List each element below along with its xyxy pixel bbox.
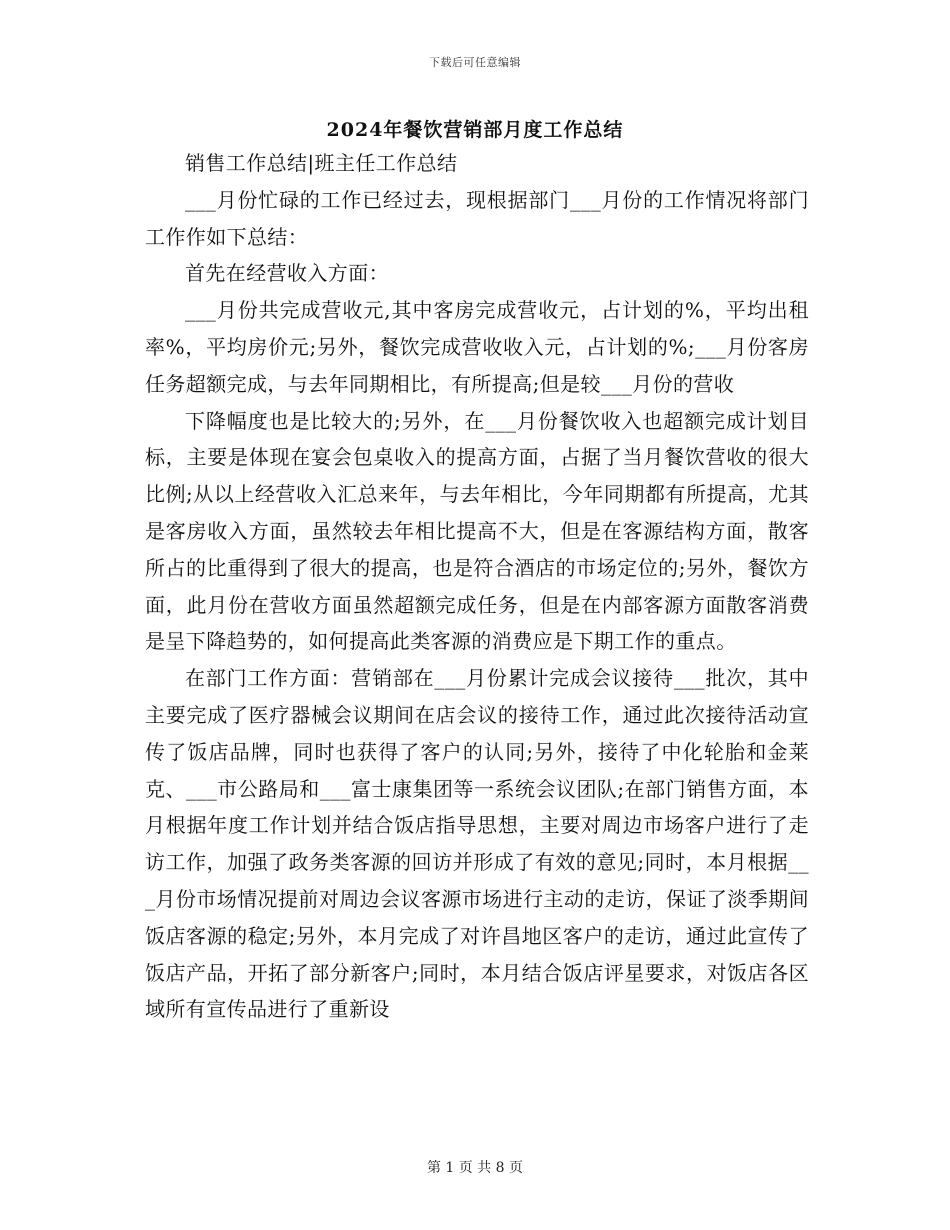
page-number: 第 1 页 共 8 页 bbox=[426, 1160, 524, 1176]
paragraph-intro: ___月份忙碌的工作已经过去，现根据部门___月份的工作情况将部门工作作如下总结： bbox=[145, 187, 809, 249]
paragraph-revenue-figures: ___月份共完成营收元,其中客房完成营收元，占计划的%，平均出租率%，平均房价元;另外，餐饮完成营收收入元，占计划的%;___月份客房任务超额完成，与去年同期相比，有所提高;但是较___月份的营收 bbox=[145, 298, 809, 396]
paragraph-subtitle: 销售工作总结|班主任工作总结 bbox=[185, 151, 458, 175]
document-title: 2024年餐饮营销部月度工作总结 bbox=[326, 119, 624, 141]
page-header-note: 下载后可任意编辑 bbox=[429, 56, 521, 69]
paragraph-revenue-analysis: 下降幅度也是比较大的;另外，在___月份餐饮收入也超额完成计划目标，主要是体现在宴会包桌收入的提高方面，占据了当月餐饮营收的很大比例;从以上经营收入汇总来年，与去年相比，今年同期都有所提高，尤其是客房收入方面，虽然较去年相比提高不大，但是在客源结构方面，散客所占的比重得到了很大的提高，也是符合酒店的市场定位的;另外，餐饮方面，此月份在营收方面虽然超额完成任务，但是在内部客源方面散客消费是呈下降趋势的，如何提高此类客源的消费应是下期工作的重点。 bbox=[145, 408, 809, 654]
document-body bbox=[145, 145, 809, 1028]
paragraph-revenue-heading: 首先在经营收入方面： bbox=[185, 261, 389, 286]
paragraph-department-work: 在部门工作方面：营销部在___月份累计完成会议接待___批次，其中主要完成了医疗器械会议期间在店会议的接待工作，通过此次接待活动宣传了饭店品牌，同时也获得了客户的认同;另外，接待了中化轮胎和金莱克、___市公路局和___富士康集团等一系统会议团队;在部门销售方面，本月根据年度工作计划并结合饭店指导思想，主要对周边市场客户进行了走访工作，加强了政务类客源的回访并形成了有效的意见;同时，本月根据___月份市场情况提前对周边会议客源市场进行主动的走访，保证了淡季期间饭店客源的稳定;另外，本月完成了对许昌地区客户的走访，通过此宣传了饭店产品，开拓了部分新客户;同时，本月结合饭店评星要求，对饭店各区域所有宣传品进行了重新设 bbox=[145, 666, 809, 1022]
